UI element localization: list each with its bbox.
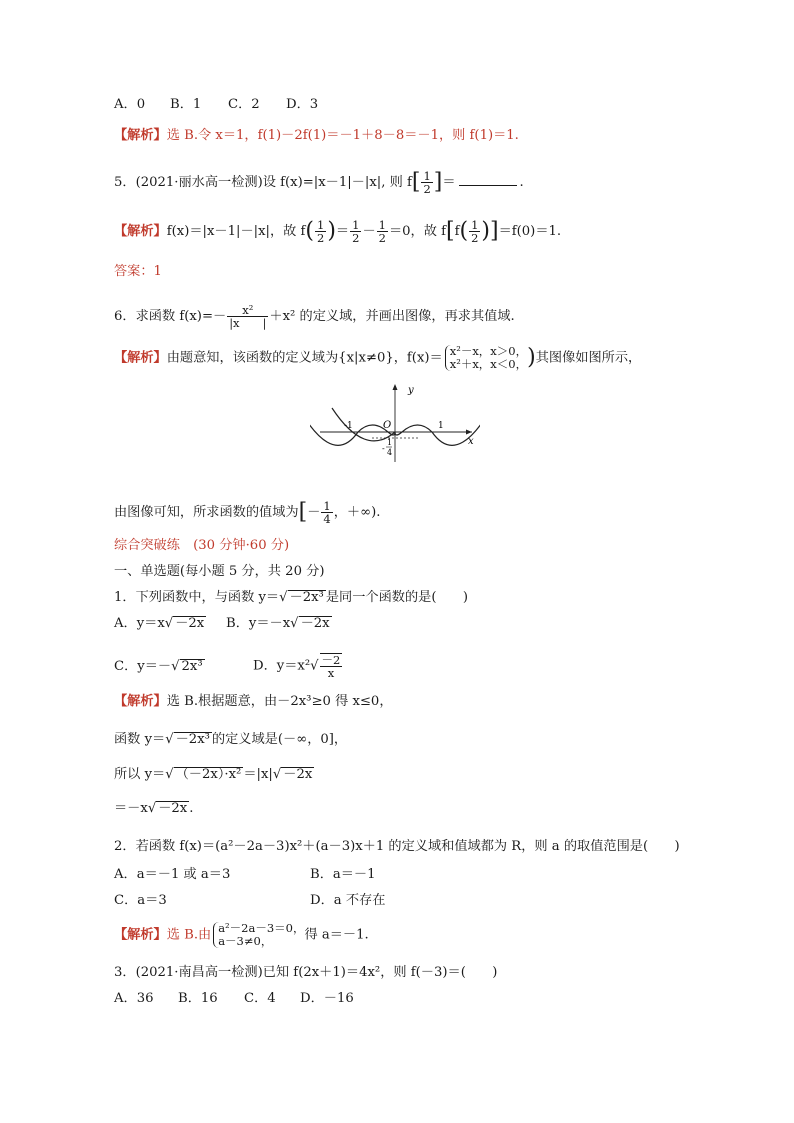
q5-sol-e: ＝f(0)＝1. <box>498 224 562 239</box>
p1-stem-b: 是同一个函数的是( ) <box>325 590 468 605</box>
system-brace <box>213 922 304 948</box>
p1-line2-b: 的定义域是(－∞，0]， <box>211 732 348 747</box>
q6-conclusion-text: 由图像可知，所求函数的值域为 <box>114 505 299 520</box>
p1-stem: 1．下列函数中，与函数 y＝√ －2x³ 是同一个函数的是( ) <box>114 590 468 605</box>
q5-sol-d: ＝0，故 f <box>388 224 446 239</box>
tick-pos1: 1 <box>438 421 444 431</box>
p2-option-b: B．a＝－1 <box>310 867 376 882</box>
frac-den: 2 <box>317 231 325 245</box>
p2-option-a: A．a＝－1 或 a＝3 <box>114 867 231 882</box>
frac-num: 1 <box>378 218 386 232</box>
tick-y-sign: - <box>382 444 385 453</box>
p1-sol-text: 选 B.根据题意，由－2x³≥0 得 x≤0， <box>166 694 393 709</box>
q6-stem <box>114 304 515 329</box>
p3-stem: 3．(2021·南昌高一检测)已知 f(2x＋1)＝4x²，则 f(－3)＝( ) <box>114 965 498 980</box>
radicand: 2x³ <box>181 658 203 674</box>
tick-y-num: 1 <box>387 438 393 447</box>
p3-option-a: A．36 <box>114 991 154 1006</box>
radicand: （－2x）·x² <box>175 767 242 782</box>
q4-solution-text: 选 B.令 x＝1，f(1)－2f(1)＝－1＋8－8＝－1，则 f(1)＝1. <box>166 128 519 143</box>
frac-num: －2 <box>321 653 341 667</box>
p1-line4-a: ＝－x <box>114 801 148 816</box>
p1-options-cd: C．y＝－√ 2x³ D．y＝x²√ $\frac{-2}{x}$ <box>114 653 341 680</box>
p3-option-c: C．4 <box>244 991 276 1006</box>
tick-neg1: -1 <box>344 421 353 431</box>
frac-num: 1 <box>471 218 479 232</box>
q6-sol-a: 由题意知，该函数的定义域为{x|x≠0}，f(x)＝ <box>166 350 443 366</box>
frac-den: 2 <box>352 231 360 245</box>
frac-den: 2 <box>423 182 431 196</box>
q5-solution: 【解析】f(x)＝|x－1|－|x|，故 f( $\frac{1}{2}$ )＝ $\frac{1}{2}$ － $\frac{1}{2}$ ＝0，故 f[f( $\frac{1}{2}$ )]＝f(0)＝1. <box>114 218 562 245</box>
x-axis-arrow <box>466 430 472 435</box>
p1-sol-line2: 函数 y＝√ －2x³ 的定义域是(－∞，0]， <box>114 732 348 747</box>
parabola-graph <box>310 380 480 465</box>
frac-den: 4 <box>323 512 331 526</box>
p1-solution <box>114 693 393 711</box>
frac-num: 1 <box>352 218 360 232</box>
p1-option-a: A．y＝x <box>114 616 165 631</box>
p1-sol-line4: ＝－x√ －2x . <box>114 801 194 816</box>
frac-den: 2 <box>471 231 479 245</box>
frac-num: 1 <box>317 218 325 232</box>
solution-tag: 【解析】 <box>114 224 167 239</box>
piece-1: x²－x，x＞0， <box>449 344 528 358</box>
period: . <box>519 175 524 190</box>
p1-option-c: C．y＝－ <box>114 658 172 674</box>
q6-sol-b: 其图像如图所示， <box>535 350 642 366</box>
equals: ＝ <box>335 224 350 239</box>
p1-options-ab: A．y＝x√ －2x B．y＝－x√ －2x <box>114 616 330 631</box>
p2-option-d: D．a 不存在 <box>310 893 386 908</box>
p2-sol-a: 选 B.由 <box>166 927 212 943</box>
q5-answer: 答案：1 <box>114 264 162 279</box>
radicand: －2x <box>158 801 188 816</box>
p2-stem: 2．若函数 f(x)＝(a²－2a－3)x²＋(a－3)x＋1 的定义域和值域都为 R，则 a 的取值范围是( ) <box>114 839 680 854</box>
q4-option-a: A．0 <box>114 97 146 112</box>
p2-option-c: C．a＝3 <box>114 893 167 908</box>
solution-tag: 【解析】 <box>114 694 167 709</box>
frac-num: 1 <box>323 499 331 513</box>
q6-conclusion: 由图像可知，所求函数的值域为[－ $\frac{1}{4}$ ，＋∞). <box>114 499 381 526</box>
frac-den: |x | <box>229 316 267 330</box>
x-axis-label: x <box>468 436 474 447</box>
origin-label: O <box>383 420 392 431</box>
frac-num: x² <box>227 304 268 317</box>
piecewise-brace <box>445 345 527 371</box>
solution-tag: 【解析】 <box>114 350 167 366</box>
p2-solution <box>114 922 369 948</box>
equals: ＝ <box>442 175 456 190</box>
system-eq-2: a－3≠0， <box>218 934 273 948</box>
p1-line3-a: 所以 y＝ <box>114 767 166 782</box>
radicand: －2x <box>283 767 313 782</box>
p1-stem-a: 1．下列函数中，与函数 y＝ <box>114 590 280 605</box>
q6-stem-a: 6．求函数 f(x)=－ <box>114 309 227 324</box>
p3-option-d: D．－16 <box>300 991 354 1006</box>
tick-y-den: 4 <box>387 448 393 457</box>
section-title: 综合突破练 (30 分钟·60 分) <box>114 538 290 553</box>
frac-den: 2 <box>378 231 386 245</box>
q5-sol-a: f(x)＝|x－1|－|x|，故 f <box>166 224 306 239</box>
q4-option-d: D．3 <box>286 97 319 112</box>
p2-sol-b: 得 a＝－1. <box>304 927 369 943</box>
p3-options <box>114 990 354 1008</box>
system-eq-1: a²－2a－3＝0， <box>218 921 305 935</box>
q6-stem-b: ＋x² 的定义域，并画出图像，再求其值域. <box>269 309 515 324</box>
q5-stem: 5．(2021·丽水高一检测)设 f(x)=|x－1|－|x|, 则 f[ $\frac{1}{2}$ ]＝ . <box>114 169 524 196</box>
p1-line3-b: ＝|x| <box>243 767 273 782</box>
piece-2: x²＋x，x＜0， <box>449 357 528 371</box>
frac-den: x <box>327 666 335 680</box>
y-axis-arrow <box>393 384 398 390</box>
p1-line2-a: 函数 y＝ <box>114 732 166 747</box>
radicand: －2x <box>175 616 205 631</box>
q4-option-b: B．1 <box>170 97 202 112</box>
p3-option-b: B．16 <box>178 991 218 1006</box>
q4-solution <box>114 127 519 145</box>
frac-num: 1 <box>423 169 431 183</box>
p2-options-cd <box>114 892 385 910</box>
solution-tag: 【解析】 <box>114 128 167 143</box>
y-axis-label: y <box>408 385 414 396</box>
radicand: －2x <box>300 616 330 631</box>
radicand: －2x³ <box>289 590 324 605</box>
range-tail: ，＋∞). <box>333 505 381 520</box>
section-part: 一、单选题(每小题 5 分，共 20 分) <box>114 564 325 579</box>
radicand: －2x³ <box>175 732 210 747</box>
p1-option-b: B．y＝－x <box>226 616 291 631</box>
p1-sol-line3: 所以 y＝√ （－2x）·x² ＝|x|√ －2x <box>114 767 313 782</box>
answer-blank <box>459 173 517 186</box>
q6-solution: 【解析】由题意知，该函数的定义域为{x|x≠0}，f(x)＝ x²－x，x＞0， x²＋x，x＜0， )其图像如图所示， <box>114 344 642 371</box>
p2-options-ab <box>114 866 376 884</box>
q4-option-c: C．2 <box>228 97 260 112</box>
q4-options <box>114 96 318 114</box>
minus: － <box>362 224 376 239</box>
q5-stem-text: 5．(2021·丽水高一检测)设 f(x)=|x－1|－|x|, 则 f <box>114 175 412 190</box>
period: . <box>189 801 194 816</box>
p1-option-d: D．y＝x² <box>253 658 311 674</box>
solution-tag: 【解析】 <box>114 927 167 943</box>
